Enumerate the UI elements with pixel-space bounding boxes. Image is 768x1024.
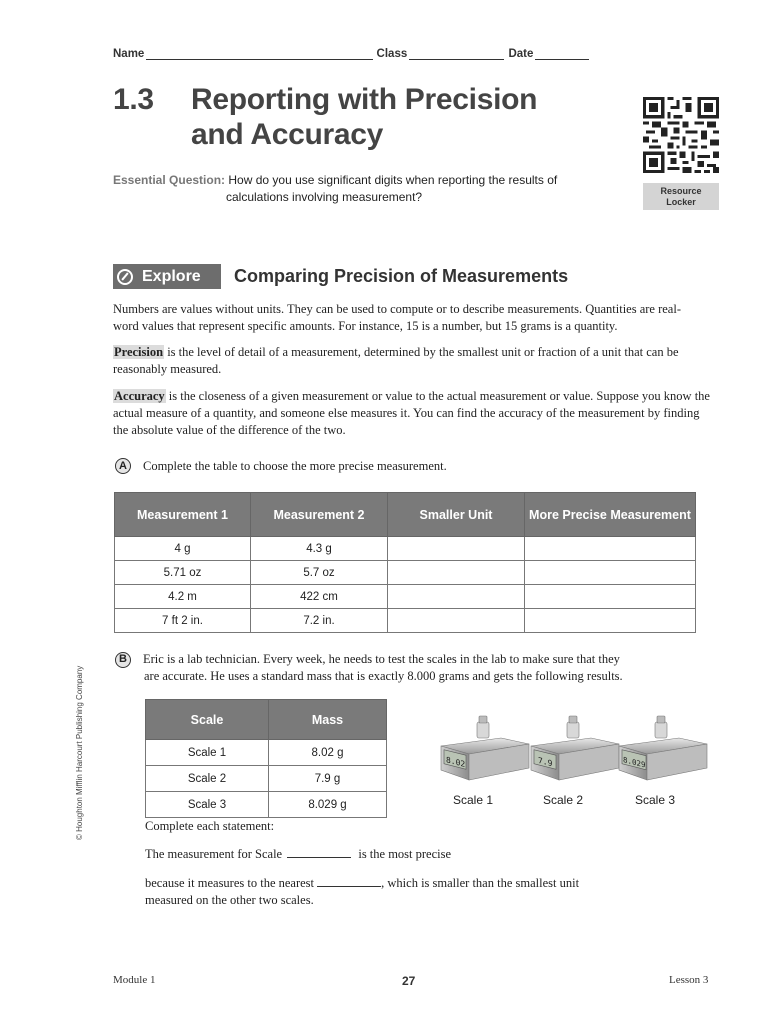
precision-table [114,492,696,633]
statement-text: The measurement for Scale [145,847,283,861]
table-cell: 4 g [115,537,251,561]
scale-3-display: 8.029 [623,755,646,770]
table-cell: Scale 3 [146,792,269,818]
part-a-prompt [115,458,447,474]
statement-text: , which is smaller than the smallest unit [381,876,580,890]
answer-cell[interactable] [388,585,525,609]
table-cell: 4.3 g [251,537,388,561]
title-line-1: Reporting with Precision [191,83,538,116]
scale-1-label: Scale 1 [453,793,494,807]
table-header: Scale [146,700,269,740]
explore-label: Explore [142,267,201,285]
date-field[interactable] [535,47,589,60]
statement-2 [145,875,579,909]
name-label: Name [113,48,145,60]
answer-cell[interactable] [525,585,696,609]
table-cell: 5.71 oz [115,561,251,585]
part-b-line-2: are accurate. He uses a standard mass that is exactly 8.000 grams and gets the following results. [144,669,623,683]
complete-prompt: Complete each statement: [145,819,275,833]
answer-cell[interactable] [388,561,525,585]
table-row [115,537,696,561]
part-b-prompt [115,651,623,685]
essential-question-line-1: How do you use significant digits when reporting the results of [228,173,558,187]
table-cell: 8.029 g [269,792,387,818]
paragraph-line: actual measure of a quantity, and someone else measures it. You can find the accuracy of the measurement by finding [113,406,700,420]
scale-3-label: Scale 3 [635,793,676,807]
paragraph-line: word values that represent specific amounts. For instance, 15 is a number, but 15 grams is a quantity. [113,319,618,333]
resource-locker-line-1: Resource [660,186,702,196]
table-header: Smaller Unit [388,493,525,537]
qr-code-icon[interactable] [643,97,719,173]
part-a-instruction: Complete the table to choose the more precise measurement. [143,458,447,473]
paragraph-line: reasonably measured. [113,362,222,376]
compass-icon [117,269,133,285]
table-row [115,585,696,609]
table-row [146,766,387,792]
table-header: Measurement 1 [115,493,251,537]
table-cell: 422 cm [251,585,388,609]
scale-table [145,699,387,818]
unit-answer-blank[interactable] [317,876,381,887]
class-label: Class [376,48,408,60]
table-cell: Scale 2 [146,766,269,792]
student-info-bar [113,47,593,60]
table-row [115,561,696,585]
paragraph-line: Numbers are values without units. They can be used to compute or to describe measurements. Quantities are real- [113,302,681,316]
table-cell: Scale 1 [146,740,269,766]
scale-2-label: Scale 2 [543,793,584,807]
statement-1 [145,847,451,862]
table-cell: 5.7 oz [251,561,388,585]
lesson-number: 1.3 [113,83,154,116]
term-precision: Precision [114,345,164,359]
table-header: Mass [269,700,387,740]
paragraph-line: is the level of detail of a measurement, determined by the smallest unit or fraction of a unit that can be [164,345,679,359]
table-header: More Precise Measurement [525,493,696,537]
resource-locker-line-2: Locker [666,196,696,207]
class-field[interactable] [409,47,504,60]
statement-text: measured on the other two scales. [145,893,314,907]
table-row [115,609,696,633]
term-accuracy: Accuracy [114,389,165,403]
table-cell: 7.9 g [269,766,387,792]
lesson-title [113,82,537,152]
table-cell: 4.2 m [115,585,251,609]
table-cell: 8.02 g [269,740,387,766]
paragraph-line: is the closeness of a given measurement or value to the actual measurement or value. Suppose you know the [165,389,710,403]
scale-3-icon [619,716,707,780]
scale-answer-blank[interactable] [287,847,351,858]
title-line-2: and Accuracy [191,118,384,151]
section-title: Comparing Precision of Measurements [234,266,569,286]
part-b-line-1: Eric is a lab technician. Every week, he needs to test the scales in the lab to make sure that they [143,652,620,666]
statement-text: is the most precise [358,847,452,861]
paragraph-precision [113,344,711,378]
footer-lesson: Lesson 3 [669,974,709,986]
table-cell: 7.2 in. [251,609,388,633]
scale-2-icon [531,716,619,780]
resource-locker-button[interactable] [643,183,719,210]
essential-question [113,172,583,206]
statement-text: because it measures to the nearest [145,876,315,890]
answer-cell[interactable] [525,609,696,633]
answer-cell[interactable] [388,609,525,633]
table-cell: 7 ft 2 in. [115,609,251,633]
paragraph-line: the absolute value of the difference of the two. [113,423,346,437]
answer-cell[interactable] [388,537,525,561]
footer-module: Module 1 [113,974,156,986]
copyright-sidebar: © Houghton Mifflin Harcourt Publishing Company [75,665,84,840]
table-row [146,740,387,766]
essential-question-label: Essential Question: [113,173,226,187]
answer-cell[interactable] [525,561,696,585]
part-a-marker: A [115,458,131,474]
paragraph-accuracy [113,388,711,439]
explore-badge [113,264,221,289]
scale-2-display: 7.9 [538,754,553,769]
part-b-marker: B [115,652,131,668]
table-header: Measurement 2 [251,493,388,537]
answer-cell[interactable] [525,537,696,561]
paragraph-numbers [113,301,711,335]
scale-1-icon [441,716,529,780]
scales-illustration [437,712,709,792]
date-label: Date [508,48,534,60]
table-row [146,792,387,818]
scale-1-display: 8.02 [446,754,466,770]
footer-page-number: 27 [402,974,416,988]
name-field[interactable] [146,47,372,60]
essential-question-line-2: calculations involving measurement? [226,190,423,204]
